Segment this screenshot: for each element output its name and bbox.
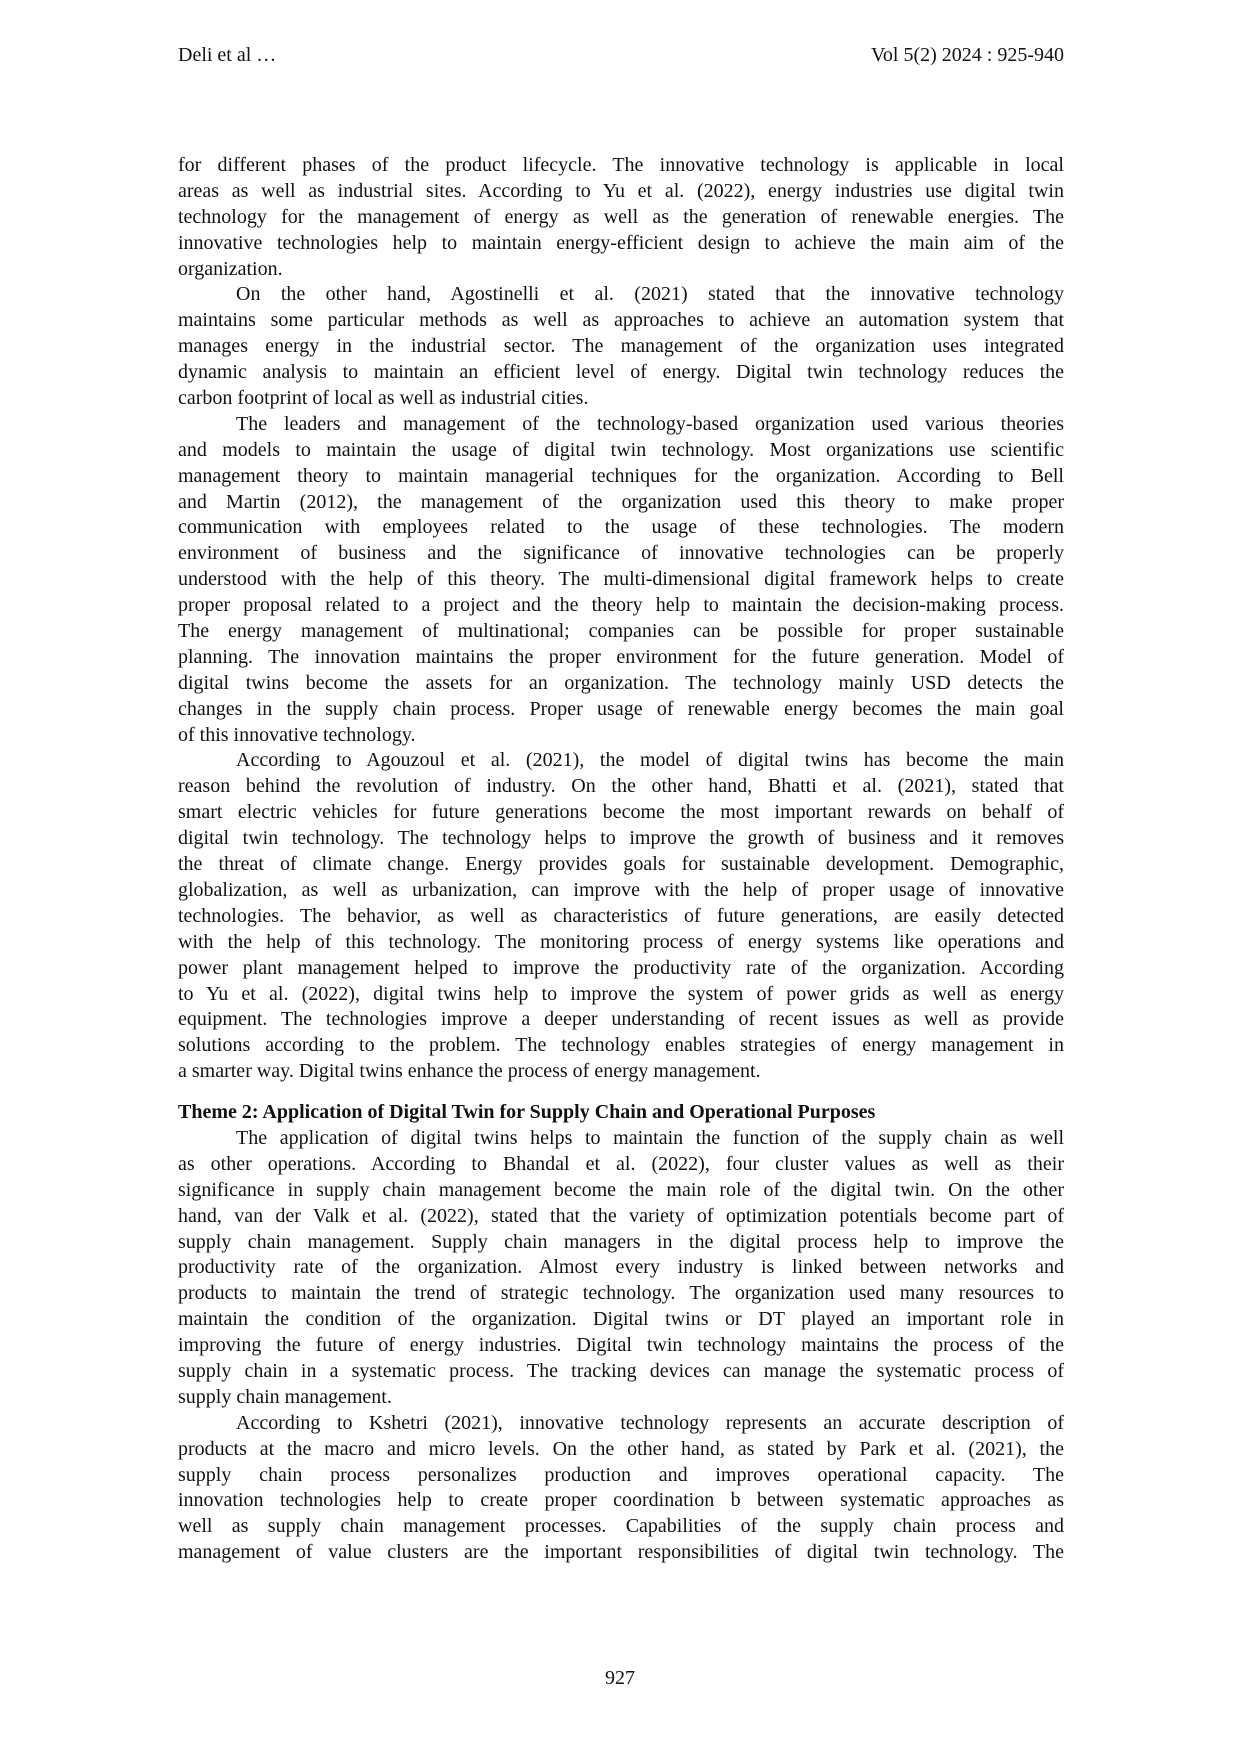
text-line: and Martin (2012), the management of the organization used this theory to make proper (178, 490, 1064, 513)
paragraph (178, 153, 1064, 282)
paragraph (178, 748, 1064, 1085)
text-line: The application of digital twins helps to maintain the function of the supply chain as well (236, 1126, 1064, 1149)
text-line: maintain the condition of the organization. Digital twins or DT played an important role in (178, 1308, 1064, 1331)
text-line: communication with employees related to the usage of these technologies. The modern (178, 516, 1064, 539)
text-line: According to Kshetri (2021), innovative technology represents an accurate description of (236, 1411, 1064, 1434)
text-line: a smarter way. Digital twins enhance the process of energy management. (178, 1060, 761, 1083)
text-line: productivity rate of the organization. Almost every industry is linked between networks and (178, 1256, 1064, 1279)
paragraphs-before-heading (178, 153, 1064, 1085)
text-line: supply chain management. Supply chain managers in the digital process help to improve the (178, 1230, 1064, 1253)
text-line: The leaders and management of the technology-based organization used various theories (236, 412, 1064, 435)
text-line: products at the macro and micro levels. On the other hand, as stated by Park et al. (2021), the (178, 1437, 1064, 1460)
text-line: understood with the help of this theory. The multi-dimensional digital framework helps to create (178, 568, 1064, 591)
text-line: management of value clusters are the important responsibilities of digital twin technology. The (178, 1541, 1064, 1564)
text-line: areas as well as industrial sites. According to Yu et al. (2022), energy industries use digital twin (178, 179, 1064, 202)
text-line: digital twin technology. The technology helps to improve the growth of business and it removes (178, 827, 1064, 850)
text-line: supply chain process personalizes production and improves operational capacity. The (178, 1463, 1064, 1486)
text-line: technologies. The behavior, as well as characteristics of future generations, are easily detected (178, 904, 1064, 927)
paragraph (178, 1411, 1064, 1566)
text-line: maintains some particular methods as well as approaches to achieve an automation system that (178, 309, 1064, 332)
paragraph (178, 1126, 1064, 1411)
text-line: digital twins become the assets for an organization. The technology mainly USD detects the (178, 671, 1064, 694)
header-citation: Vol 5(2) 2024 : 925-940 (871, 44, 1064, 66)
text-line: The energy management of multinational; companies can be possible for proper sustainable (178, 620, 1064, 643)
text-line: management theory to maintain managerial techniques for the organization. According to Bell (178, 464, 1064, 487)
text-line: as other operations. According to Bhandal et al. (2022), four cluster values as well as their (178, 1152, 1064, 1175)
paragraphs-after-heading (178, 1126, 1064, 1566)
text-line: manages energy in the industrial sector. The management of the organization uses integrated (178, 335, 1064, 358)
text-line: improving the future of energy industries. Digital twin technology maintains the process of the (178, 1334, 1064, 1357)
text-line: significance in supply chain management become the main role of the digital twin. On the other (178, 1178, 1064, 1201)
running-header (178, 44, 1064, 67)
paragraph (178, 282, 1064, 411)
text-line: changes in the supply chain process. Proper usage of renewable energy becomes the main goal (178, 697, 1064, 720)
text-line: supply chain in a systematic process. The tracking devices can manage the systematic process of (178, 1359, 1064, 1382)
section-heading: Theme 2: Application of Digital Twin for Supply Chain and Operational Purposes (178, 1101, 876, 1124)
text-line: solutions according to the problem. The technology enables strategies of energy management in (178, 1034, 1064, 1057)
text-line: equipment. The technologies improve a deeper understanding of recent issues as well as provide (178, 1008, 1064, 1031)
text-line: smart electric vehicles for future generations become the most important rewards on behalf of (178, 801, 1064, 824)
text-line: carbon footprint of local as well as industrial cities. (178, 387, 589, 410)
text-line: innovation technologies help to create proper coordination b between systematic approaches as (178, 1489, 1064, 1512)
text-line: to Yu et al. (2022), digital twins help to improve the system of power grids as well as energy (178, 982, 1064, 1005)
text-line: reason behind the revolution of industry. On the other hand, Bhatti et al. (2021), stated that (178, 775, 1064, 798)
paragraph (178, 412, 1064, 749)
text-line: for different phases of the product lifecycle. The innovative technology is applicable in local (178, 154, 1064, 176)
text-line: supply chain management. (178, 1385, 392, 1408)
text-line: proper proposal related to a project and the theory help to maintain the decision-making process. (178, 594, 1064, 617)
text-line: of this innovative technology. (178, 723, 416, 746)
header-authors: Deli et al … (178, 44, 277, 66)
text-line: environment of business and the significance of innovative technologies can be properly (178, 542, 1064, 565)
text-line: dynamic analysis to maintain an efficient level of energy. Digital twin technology reduces the (178, 361, 1064, 384)
text-line: and models to maintain the usage of digital twin technology. Most organizations use scientific (178, 438, 1064, 461)
page-body (178, 153, 1064, 1566)
text-line: According to Agouzoul et al. (2021), the model of digital twins has become the main (236, 749, 1064, 772)
page-number: 927 (605, 1667, 635, 1689)
text-line: products to maintain the trend of strategic technology. The organization used many resources to (178, 1282, 1064, 1305)
text-line: On the other hand, Agostinelli et al. (2021) stated that the innovative technology (236, 283, 1064, 306)
text-line: well as supply chain management processes. Capabilities of the supply chain process and (178, 1515, 1064, 1538)
text-line: planning. The innovation maintains the proper environment for the future generation. Model of (178, 645, 1064, 668)
text-line: globalization, as well as urbanization, can improve with the help of proper usage of innovative (178, 878, 1064, 901)
text-line: hand, van der Valk et al. (2022), stated that the variety of optimization potentials become part of (178, 1204, 1064, 1227)
text-line: technology for the management of energy as well as the generation of renewable energies. The (178, 205, 1064, 228)
text-line: organization. (178, 257, 283, 280)
text-line: the threat of climate change. Energy provides goals for sustainable development. Demographic, (178, 853, 1064, 876)
text-line: innovative technologies help to maintain energy-efficient design to achieve the main aim of the (178, 231, 1064, 254)
text-line: with the help of this technology. The monitoring process of energy systems like operations and (178, 930, 1064, 953)
text-line: power plant management helped to improve the productivity rate of the organization. According (178, 956, 1064, 979)
